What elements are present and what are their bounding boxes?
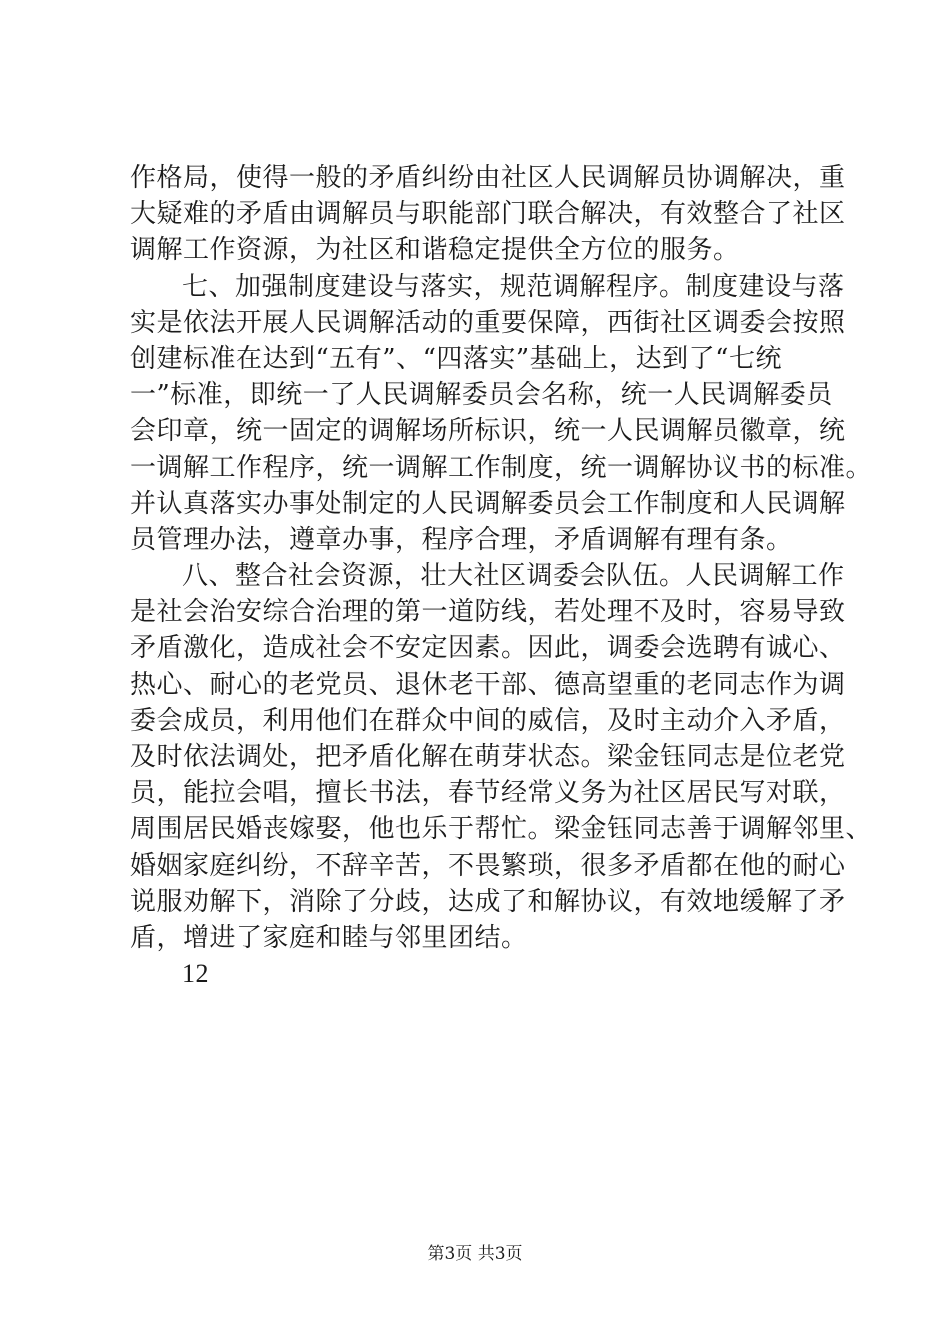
text-line: 会印章，统一固定的调解场所标识，统一人民调解员徽章，统 <box>130 416 846 447</box>
text-line: 委会成员，利用他们在群众中间的威信，及时主动介入矛盾， <box>130 705 846 736</box>
section-heading-line: 八、整合社会资源，壮大社区调委会队伍。人民调解工作 <box>182 561 845 592</box>
page-number-label: 第3页 共3页 <box>427 1244 523 1264</box>
text-line: 婚姻家庭纠纷，不辞辛苦，不畏繁琐，很多矛盾都在他的耐心 <box>130 850 846 881</box>
text-line: 热心、耐心的老党员、退休老干部、德高望重的老同志作为调 <box>130 669 846 700</box>
text-line: 员，能拉会唱，擅长书法，春节经常义务为社区居民写对联， <box>130 778 846 809</box>
text-line: 周围居民婚丧嫁娶，他也乐于帮忙。梁金钰同志善于调解邻里、 <box>130 814 873 845</box>
text-line: 并认真落实办事处制定的人民调解委员会工作制度和人民调解 <box>130 488 846 519</box>
text-line: 大疑难的矛盾由调解员与职能部门联合解决，有效整合了社区 <box>130 199 846 230</box>
trailing-number: 12 <box>182 959 209 989</box>
section-heading-line: 七、加强制度建设与落实，规范调解程序。制度建设与落 <box>182 271 845 302</box>
text-line: 创建标准在达到“五有”、“四落实”基础上，达到了“七统 <box>130 343 782 374</box>
text-line: 及时依法调处，把矛盾化解在萌芽状态。梁金钰同志是位老党 <box>130 742 846 772</box>
text-line: 实是依法开展人民调解活动的重要保障，西街社区调委会按照 <box>130 307 846 338</box>
text-line: 一”标准，即统一了人民调解委员会名称，统一人民调解委员 <box>130 380 833 411</box>
text-line: 矛盾激化，造成社会不安定因素。因此，调委会选聘有诚心、 <box>130 633 846 664</box>
text-line: 一调解工作程序，统一调解工作制度，统一调解协议书的标准。 <box>130 452 873 483</box>
document-body <box>130 160 873 992</box>
text-line: 员管理办法，遵章办事，程序合理，矛盾调解有理有条。 <box>130 524 793 555</box>
text-line: 作格局，使得一般的矛盾纠纷由社区人民调解员协调解决，重 <box>130 163 846 193</box>
text-line: 盾，增进了家庭和睦与邻里团结。 <box>130 922 528 953</box>
text-line: 说服劝解下，消除了分歧，达成了和解协议，有效地缓解了矛 <box>130 886 846 917</box>
text-line: 调解工作资源，为社区和谐稳定提供全方位的服务。 <box>130 235 740 266</box>
page-footer <box>0 1243 950 1265</box>
text-line: 是社会治安综合治理的第一道防线，若处理不及时，容易导致 <box>130 597 846 628</box>
